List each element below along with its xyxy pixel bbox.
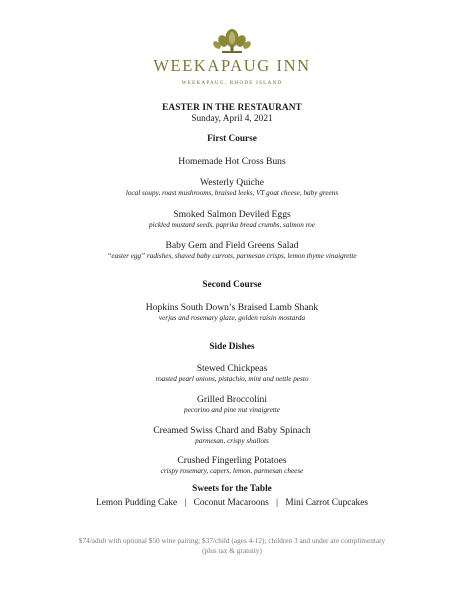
brand-name: WEEKAPAUG INN <box>153 56 311 75</box>
dish-name: Hopkins South Down’s Braised Lamb Shank <box>145 302 319 313</box>
dish-description: pickled mustard seeds, paprika bread crumbs, salmon roe <box>149 221 315 229</box>
dish-name: Westerly Quiche <box>200 177 264 188</box>
dish-description: roasted pearl onions, pistachio, mint and nettle pesto <box>155 375 309 383</box>
dish-name: Stewed Chickpeas <box>196 363 268 374</box>
sweet-item: Mini Carrot Cupcakes <box>285 498 368 508</box>
dish-name: Creamed Swiss Chard and Baby Spinach <box>153 425 311 436</box>
pricing-note-tax: (plus tax & gratuity) <box>202 546 262 555</box>
dish-name: Smoked Salmon Deviled Eggs <box>173 209 291 220</box>
dish-description: parmesan, crispy shallots <box>195 437 269 445</box>
crest-emblem-icon <box>0 26 464 54</box>
separator: | <box>276 498 278 508</box>
dish-description: “easter egg” radishes, shaved baby carrots, parmesan crisps, lemon thyme vinaigrette <box>107 252 357 260</box>
separator: | <box>184 498 187 508</box>
section-heading-second-course: Second Course <box>202 280 262 290</box>
section-heading-first-course: First Course <box>207 134 257 144</box>
dish-description: pecorino and pine nut vinaigrette <box>184 406 280 414</box>
sweets-list <box>0 498 464 508</box>
dish-name: Grilled Broccolini <box>196 394 268 405</box>
dish-name: Homemade Hot Cross Buns <box>178 156 286 167</box>
sweet-item: Lemon Pudding Cake <box>96 498 178 508</box>
dish-name: Baby Gem and Field Greens Salad <box>165 240 299 251</box>
event-date: Sunday, April 4, 2021 <box>191 114 273 124</box>
dish-description: crispy rosemary, capers, lemon, parmesan cheese <box>160 467 304 475</box>
dish-name: Crushed Fingerling Potatoes <box>177 455 287 466</box>
sweet-item: Coconut Macaroons <box>193 498 269 508</box>
dish-description: local soupy, roast mushrooms, braised leeks, VT goat cheese, baby greens <box>125 189 339 197</box>
pricing-note: $74/adult with optional $50 wine pairing; $37/child (ages 4-12); children 3 and under are complimentary <box>78 536 386 545</box>
section-heading-side-dishes: Side Dishes <box>209 342 255 352</box>
dish-description: verjus and rosemary glaze, golden raisin mostarda <box>158 314 306 322</box>
section-heading-sweets: Sweets for the Table <box>192 484 272 494</box>
event-title: EASTER IN THE RESTAURANT <box>162 103 302 113</box>
brand-location: WEEKAPAUG, RHODE ISLAND <box>181 80 283 86</box>
